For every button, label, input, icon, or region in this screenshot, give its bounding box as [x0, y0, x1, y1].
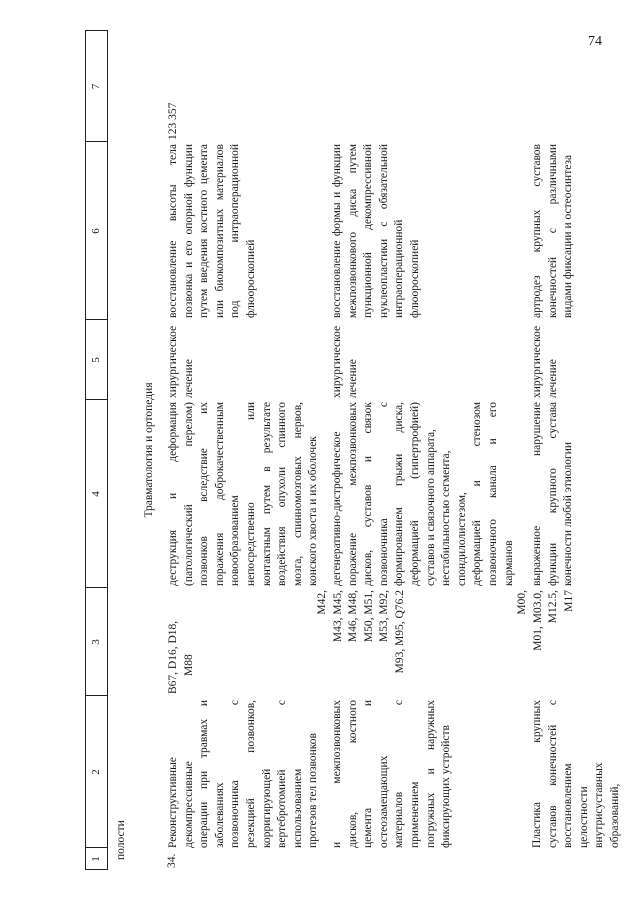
- text-line: лечение: [546, 359, 559, 398]
- cost-cell: [166, 32, 182, 140]
- text-line: восстановление высоты тела: [167, 144, 179, 318]
- text-line: путем введения костного цемента: [198, 144, 211, 318]
- continuation-text: полости: [115, 820, 127, 860]
- text-line: M42,: [316, 590, 328, 615]
- treatment-method-cell: [166, 144, 260, 318]
- text-line: M50, M51,: [362, 590, 375, 643]
- text-line: межпозвонкового диска путем: [346, 144, 359, 318]
- text-line: и межпозвонковых: [331, 700, 343, 848]
- text-line: применением: [408, 781, 421, 848]
- diagnosis-code-cell: [315, 590, 409, 694]
- text-line: деформацией и стенозом: [471, 402, 484, 586]
- text-line: фиксирующих устройств: [440, 725, 453, 848]
- text-line: Пластика крупных: [531, 700, 543, 848]
- text-line: позвоночника с: [229, 700, 242, 848]
- text-line: воздействия опухоли спинного: [276, 402, 289, 586]
- treatment-type-cell: [530, 320, 561, 398]
- text-line: дисков, костного: [346, 700, 359, 848]
- text-line: спондилолистезом,: [455, 492, 468, 586]
- text-line: суставов и связочного аппарата,: [424, 429, 437, 586]
- text-line: погружных и наружных: [424, 700, 437, 848]
- text-line: пункционной декомпрессивной: [362, 144, 375, 318]
- text-line: корригирующей: [260, 768, 273, 848]
- text-line: внутрисуставных: [593, 762, 606, 848]
- text-line: восстановлением: [562, 763, 575, 848]
- rotated-table-page: [85, 30, 625, 870]
- text-line: поражения доброкачественным: [213, 402, 226, 586]
- text-line: поражение межпозвонковых: [346, 402, 359, 586]
- text-line: остеозамещающих: [377, 755, 390, 848]
- text-line: цемента и: [362, 700, 375, 848]
- text-line: M43, M45,: [331, 590, 344, 643]
- text-line: новообразованием: [229, 495, 242, 586]
- text-line: деформацией (гипертрофией): [408, 402, 421, 586]
- text-line: M53, M92,: [378, 590, 391, 643]
- column-header-1: 1: [90, 856, 102, 862]
- text-line: конечностей с различными: [546, 144, 559, 318]
- text-line: M93, M95, Q76.2: [393, 590, 406, 674]
- table-header-bottom-border: [107, 30, 108, 870]
- text-line: позвоночника с: [377, 402, 390, 586]
- text-line: использованием: [291, 768, 304, 848]
- text-line: восстановление формы и функции: [331, 144, 343, 318]
- text-line: хирургическое: [167, 325, 179, 398]
- diagnosis-code-cell: [515, 590, 577, 694]
- text-line: Реконструктивные: [167, 757, 179, 848]
- column-header-7: 7: [90, 83, 102, 90]
- text-line: карманов: [502, 540, 515, 586]
- treatment-type-cell: [330, 320, 361, 398]
- patient-model-cell: [166, 402, 322, 586]
- treatment-method-cell: [330, 144, 424, 318]
- text-line: M88: [182, 654, 195, 676]
- treatment-method-cell: [530, 144, 577, 318]
- column-header-5: 5: [90, 357, 102, 363]
- text-line: выраженное нарушение: [531, 402, 543, 586]
- text-line: заболеваниях: [213, 782, 226, 848]
- service-name-cell: [530, 700, 624, 848]
- text-line: деструкция и деформация: [167, 402, 179, 586]
- text-line: целостности: [577, 786, 590, 848]
- patient-model-cell: [330, 402, 517, 586]
- text-line: лечение: [346, 359, 359, 398]
- page-number: 74: [588, 34, 602, 49]
- text-line: под интраоперационной: [229, 144, 242, 318]
- text-line: дегенеративно-дистрофическое: [331, 431, 343, 586]
- text-line: нуклеопластики с обязательной: [377, 144, 390, 318]
- section-title: Травматология и ортопедия: [143, 382, 155, 518]
- column-header-2: 2: [90, 769, 102, 775]
- text-line: артродез крупных суставов: [531, 144, 543, 318]
- text-line: видами фиксации и остеосинтеза: [562, 154, 575, 318]
- service-name-cell: [330, 700, 455, 848]
- text-line: операции при травмах и: [198, 700, 211, 848]
- column-header-6: 6: [90, 228, 102, 234]
- text-line: материалов с: [393, 700, 406, 848]
- text-line: позвоночного канала и его: [486, 402, 499, 586]
- text-line: M12.5,: [547, 590, 560, 624]
- cost-value: 123 357: [167, 102, 179, 140]
- service-name-cell: [166, 700, 322, 848]
- text-line: образований,: [608, 783, 621, 848]
- row-number: 34.: [166, 853, 178, 868]
- column-header-3: 3: [90, 639, 102, 645]
- text-line: или биокомпозитных материалов: [213, 144, 226, 318]
- text-line: хирургическое: [331, 325, 343, 398]
- text-line: флюороскопией: [244, 239, 257, 318]
- text-line: хирургическое: [531, 325, 543, 398]
- column-header-4: 4: [90, 491, 102, 497]
- text-line: формированием грыжи диска,: [393, 402, 406, 586]
- diagnosis-code-cell: [166, 590, 197, 694]
- patient-model-cell: [530, 402, 577, 586]
- text-line: конечности любой этиологии: [562, 441, 575, 586]
- treatment-type-cell: [166, 320, 197, 398]
- text-line: конского хвоста и их оболочек: [307, 436, 320, 586]
- text-line: мозга, спинномозговых нервов,: [291, 402, 304, 586]
- text-line: непосредственно или: [244, 402, 257, 586]
- text-line: резекцией позвонков,: [244, 700, 257, 848]
- text-line: В67, D16, D18,: [167, 620, 179, 694]
- text-line: M01, M03.0,: [531, 590, 544, 651]
- text-line: функции крупного сустава: [546, 402, 559, 586]
- text-line: интраоперационной: [393, 219, 406, 318]
- text-line: M00,: [516, 590, 528, 615]
- text-line: флюороскопией: [408, 239, 421, 318]
- text-line: (патологический перелом): [182, 402, 195, 586]
- text-line: нестабильностью сегмента,: [440, 450, 453, 586]
- text-line: позвонка и его опорной функции: [182, 144, 195, 318]
- text-line: лечение: [182, 359, 195, 398]
- text-line: протезов тел позвонков: [307, 733, 320, 848]
- text-line: позвонков вследствие их: [198, 402, 211, 586]
- text-line: M46, M48,: [347, 590, 360, 643]
- text-line: вертебротомией с: [276, 700, 289, 848]
- text-line: суставов конечностей с: [546, 700, 559, 848]
- text-line: контактным путем в результате: [260, 402, 273, 586]
- text-line: M17: [562, 590, 575, 612]
- text-line: декомпрессивные: [182, 761, 195, 848]
- text-line: дисков, суставов и связок: [362, 402, 375, 586]
